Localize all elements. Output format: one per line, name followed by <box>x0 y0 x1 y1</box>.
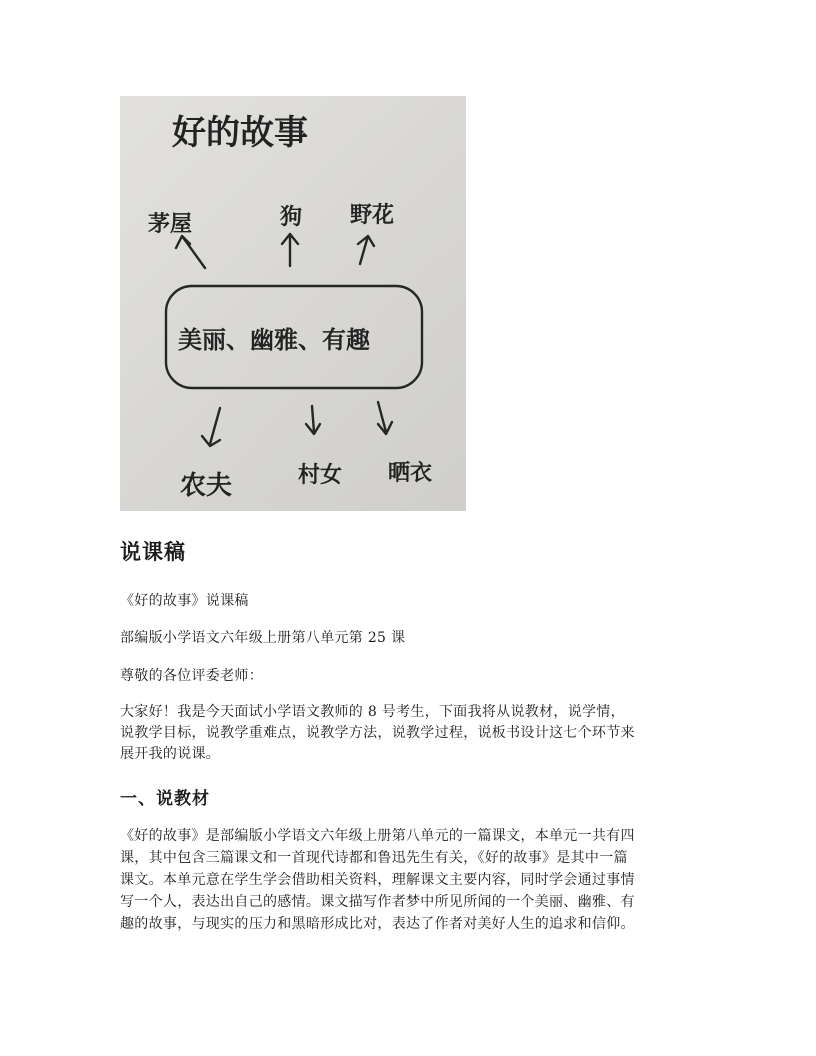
down-arrows <box>202 402 392 446</box>
section-text-line-3: 课文。本单元意在学生学会借助相关资料，理解课文主要内容，同时学会通过事情 <box>120 872 635 888</box>
diagram-title: 好的故事 <box>172 113 308 153</box>
bottom-label-1: 农夫 <box>180 471 233 501</box>
handwritten-diagram <box>120 96 466 511</box>
section-text-line-1: 《好的故事》是部编版小学语文六年级上册第八单元的一篇课文，本单元一共有四 <box>120 828 635 844</box>
top-label-1: 茅屋 <box>148 212 193 237</box>
document-heading: 说课稿 <box>120 540 186 564</box>
paragraph-course: 部编版小学语文六年级上册第八单元第 25 课 <box>120 630 406 646</box>
board-design-photo <box>120 96 466 511</box>
arrow-up-3 <box>358 236 374 264</box>
section-text-line-2: 课，其中包含三篇课文和一首现代诗都和鲁迅先生有关，《好的故事》是其中一篇 <box>120 850 628 866</box>
paragraph-intro-line-3: 展开我的说课。 <box>120 746 221 762</box>
paragraph-intro-line-2: 说教学目标，说教学重难点，说教学方法，说教学过程，说板书设计这七个环节来 <box>120 725 635 741</box>
arrow-down-1 <box>202 408 220 446</box>
section-text-line-5: 趣的故事，与现实的压力和黑暗形成比对，表达了作者对美好人生的追求和信仰。 <box>120 916 635 932</box>
arrow-down-3 <box>378 402 392 434</box>
bottom-label-2: 村女 <box>298 463 343 488</box>
arrow-up-1 <box>176 236 205 268</box>
section-heading: 一、说教材 <box>120 789 210 809</box>
arrow-up-2 <box>282 234 298 266</box>
arrow-down-2 <box>306 406 320 434</box>
up-arrows <box>176 234 374 268</box>
section-text-line-4: 写一个人，表达出自己的感情。课文描写作者梦中所见所闻的一个美丽、幽雅、有 <box>120 894 635 910</box>
paragraph-greeting: 尊敬的各位评委老师： <box>120 668 263 684</box>
top-label-2: 狗 <box>280 205 303 230</box>
paragraph-intro-line-1: 大家好！我是今天面试小学语文教师的 8 号考生，下面我将从说教材，说学情， <box>120 704 625 720</box>
paragraph-title: 《好的故事》说课稿 <box>120 593 249 609</box>
bottom-label-3: 晒衣 <box>388 461 433 486</box>
top-label-3: 野花 <box>350 203 395 228</box>
center-text: 美丽、幽雅、有趣 <box>178 326 370 354</box>
